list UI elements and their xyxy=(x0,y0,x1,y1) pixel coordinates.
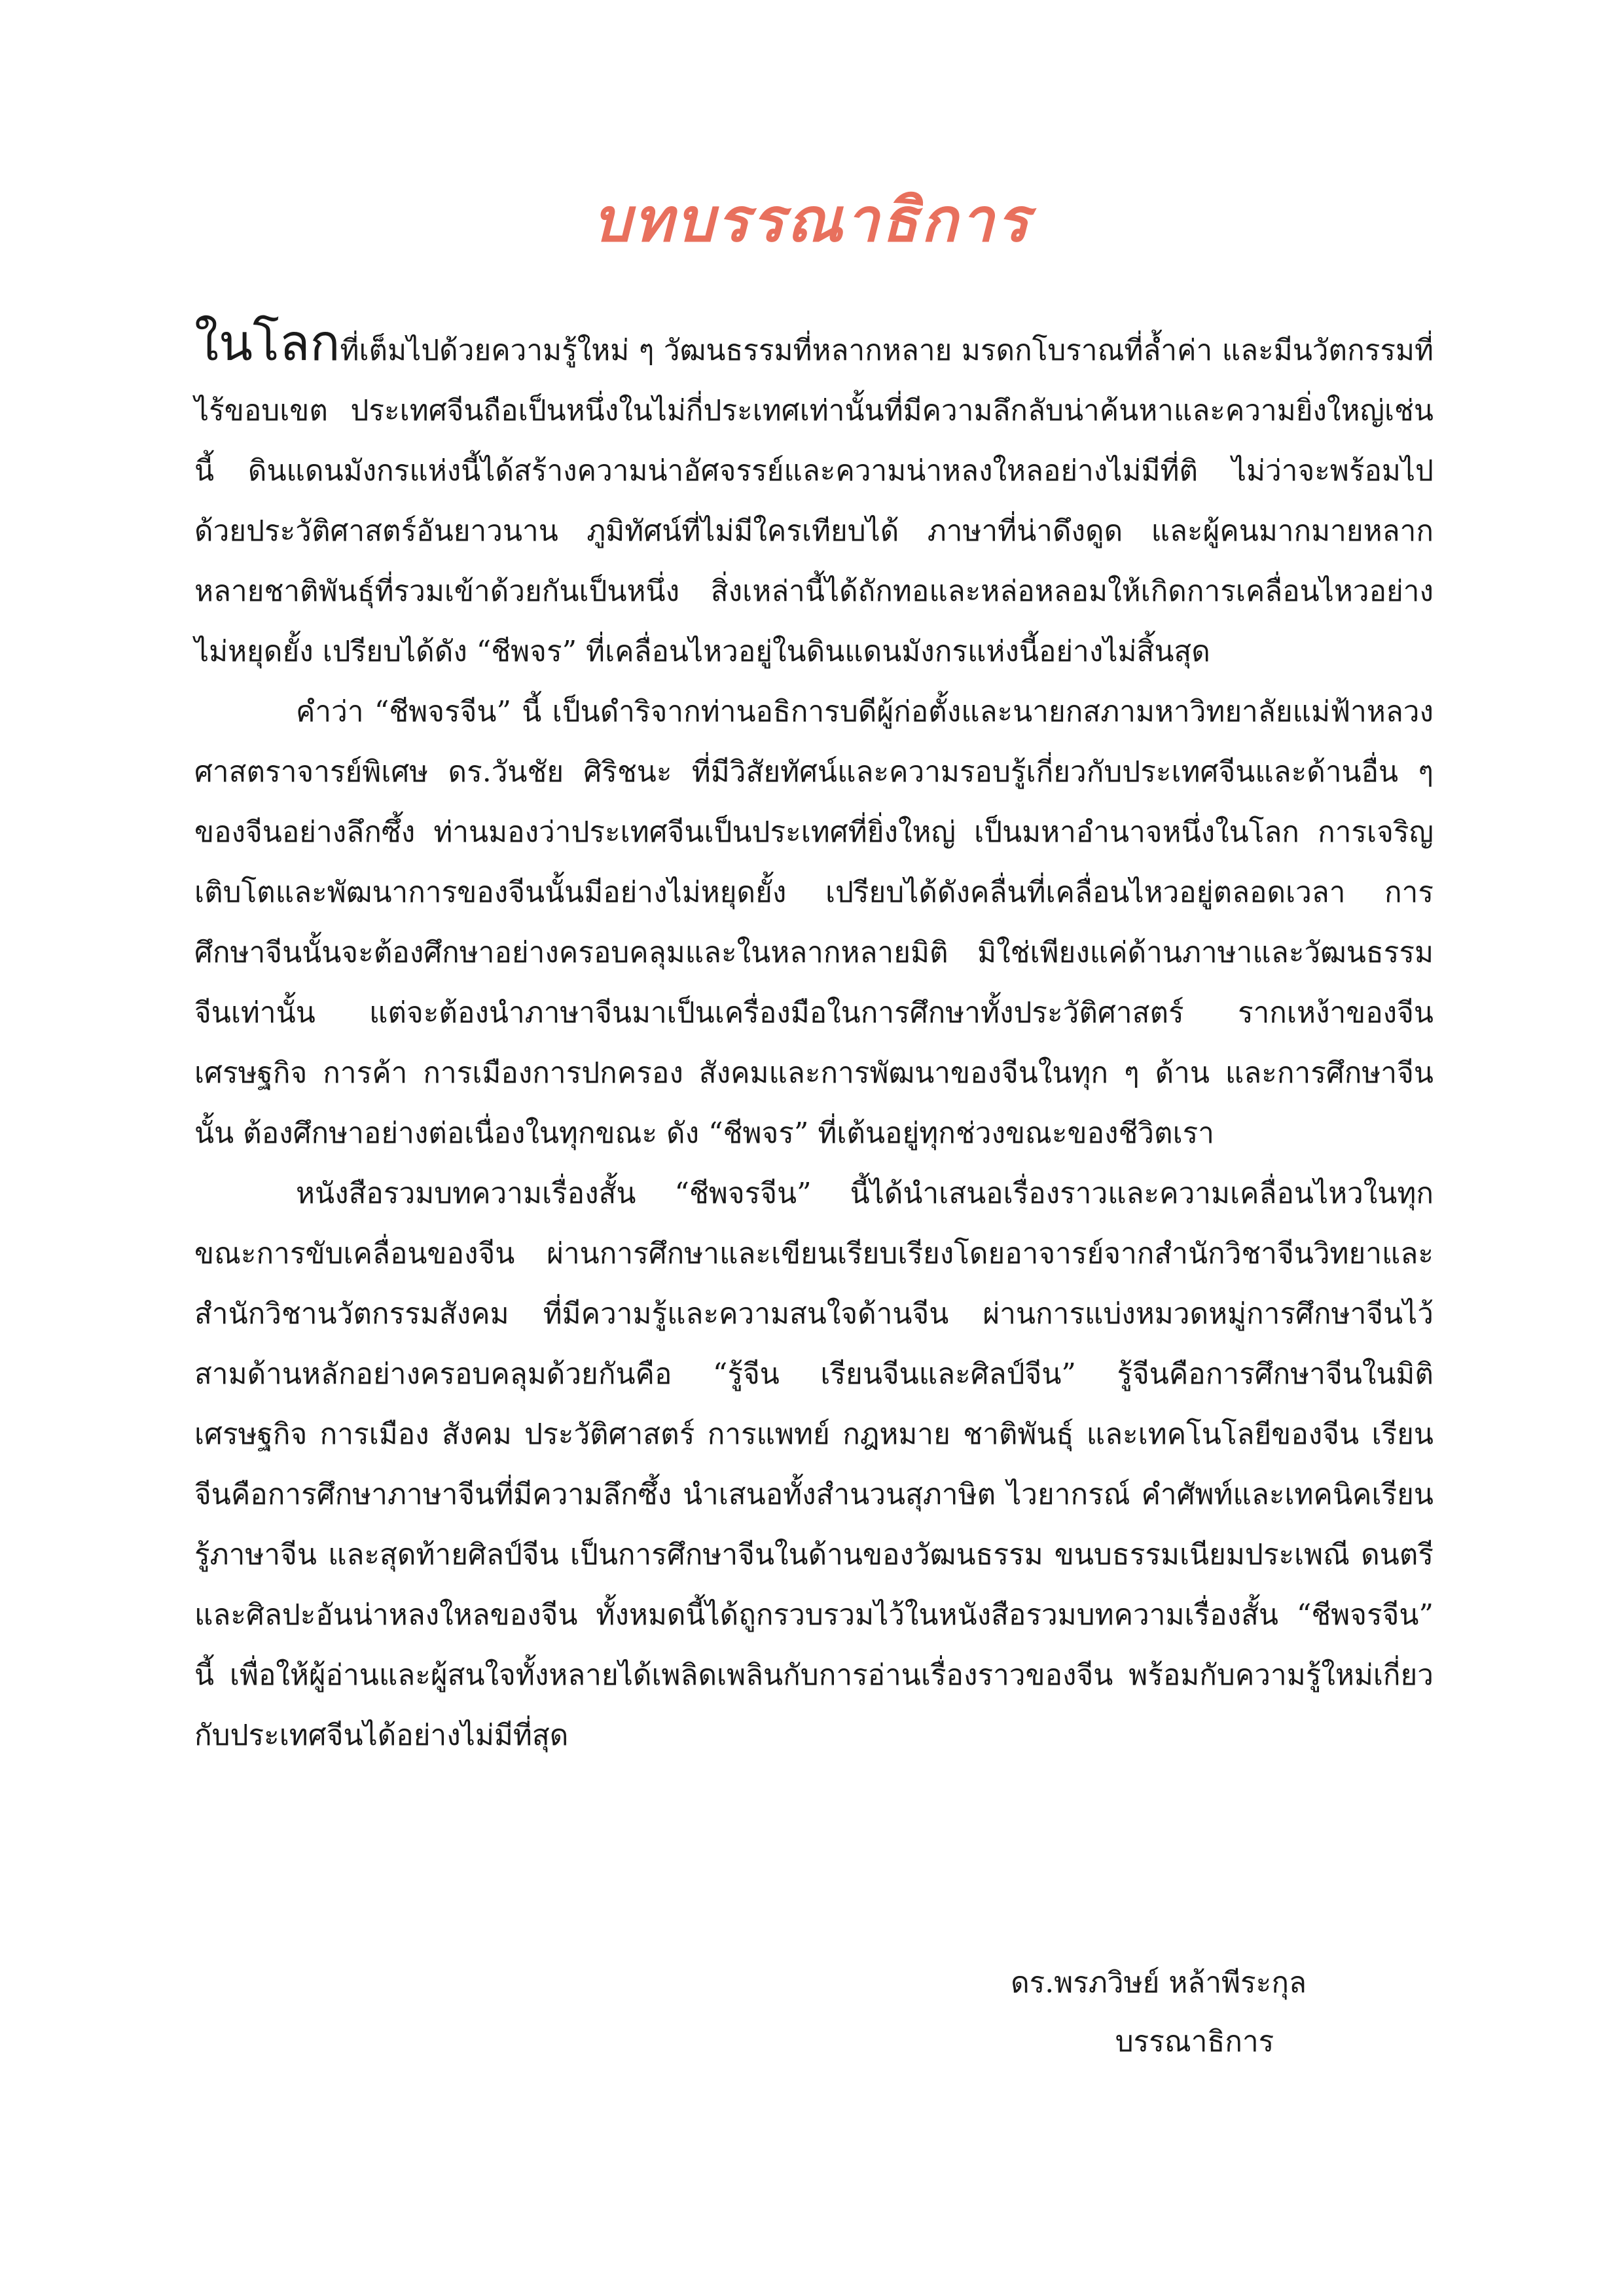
signature-block xyxy=(916,1954,1375,2072)
paragraph-1-text: ที่เต็มไปด้วยความรู้ใหม่ ๆ วัฒนธรรมที่หลากหลาย มรดกโบราณที่ล้ำค่า และมีนวัตกรรมที่ไร้ขอบเขต ประเทศจีนถือเป็นหนึ่งในไม่กี่ประเทศเท่านั้นที่มีความลึกลับน่าค้นหาและความยิ่งใหญ่เช่นนี้ ดินแดนมังกรแห่งนี้ได้สร้างความน่าอัศจรรย์และความน่าหลงใหลอย่างไม่มีที่ติ ไม่ว่าจะพร้อมไปด้วยประวัติศาสตร์อันยาวนาน ภูมิทัศน์ที่ไม่มีใครเทียบได้ ภาษาที่น่าดึงดูด และผู้คนมากมายหลากหลายชาติพันธุ์ที่รวมเข้าด้วยกันเป็นหนึ่ง สิ่งเหล่านี้ได้ถักทอและหล่อหลอมให้เกิดการเคลื่อนไหวอย่างไม่หยุดยั้ง เปรียบได้ดัง “ชีพจร” ที่เคลื่อนไหวอยู่ในดินแดนมังกรแห่งนี้อย่างไม่สิ้นสุด xyxy=(194,334,1434,668)
paragraph-3: หนังสือรวมบทความเรื่องสั้น “ชีพจรจีน” นี้ได้นำเสนอเรื่องราวและความเคลื่อนไหวในทุกขณะการขับเคลื่อนของจีน ผ่านการศึกษาและเขียนเรียบเรียงโดยอาจารย์จากสำนักวิชาจีนวิทยาและสำนักวิชานวัตกรรมสังคม ที่มีความรู้และความสนใจด้านจีน ผ่านการแบ่งหมวดหมู่การศึกษาจีนไว้สามด้านหลักอย่างครอบคลุมด้วยกันคือ “รู้จีน เรียนจีนและศิลป์จีน” รู้จีนคือการศึกษาจีนในมิติเศรษฐกิจ การเมือง สังคม ประวัติศาสตร์ การแพทย์ กฎหมาย ชาติพันธุ์ และเทคโนโลยีของจีน เรียนจีนคือการศึกษาภาษาจีนที่มีความลึกซึ้ง นำเสนอทั้งสำนวนสุภาษิต ไวยากรณ์ คำศัพท์และเทคนิคเรียนรู้ภาษาจีน และสุดท้ายศิลป์จีน เป็นการศึกษาจีนในด้านของวัฒนธรรม ขนบธรรมเนียมประเพณี ดนตรีและศิลปะอันน่าหลงใหลของจีน ทั้งหมดนี้ได้ถูกรวบรวมไว้ในหนังสือรวมบทความเรื่องสั้น “ชีพจรจีน” นี้ เพื่อให้ผู้อ่านและผู้สนใจทั้งหลายได้เพลิดเพลินกับการอ่านเรื่องราวของจีน พร้อมกับความรู้ใหม่เกี่ยว กับประเทศจีนได้อย่างไม่มีที่สุด xyxy=(194,1177,1434,1752)
editorial-body xyxy=(194,314,1434,1766)
paragraph-2: คำว่า “ชีพจรจีน” นี้ เป็นดำริจากท่านอธิการบดีผู้ก่อตั้งและนายกสภามหาวิทยาลัยแม่ฟ้าหลวง ศาสตราจารย์พิเศษ ดร.วันชัย ศิริชนะ ที่มีวิสัยทัศน์และความรอบรู้เกี่ยวกับประเทศจีนและด้านอื่น ๆ ของจีนอย่างลึกซึ้ง ท่านมองว่าประเทศจีนเป็นประเทศที่ยิ่งใหญ่ เป็นมหาอำนาจหนึ่งในโลก การเจริญเติบโตและพัฒนาการของจีนนั้นมีอย่างไม่หยุดยั้ง เปรียบได้ดังคลื่นที่เคลื่อนไหวอยู่ตลอดเวลา การศึกษาจีนนั้นจะต้องศึกษาอย่างครอบคลุมและในหลากหลายมิติ มิใช่เพียงแค่ด้านภาษาและวัฒนธรรมจีนเท่านั้น แต่จะต้องนำภาษาจีนมาเป็นเครื่องมือในการศึกษาทั้งประวัติศาสตร์ รากเหง้าของจีน เศรษฐกิจ การค้า การเมืองการปกครอง สังคมและการพัฒนาของจีนในทุก ๆ ด้าน และการศึกษาจีนนั้น ต้องศึกษาอย่างต่อเนื่องในทุกขณะ ดัง “ชีพจร” ที่เต้นอยู่ทุกช่วงขณะของชีวิตเรา xyxy=(194,695,1434,1150)
lead-word: ในโลก xyxy=(194,314,340,372)
editor-name: ดร.พรภวิษย์ หล้าพีระกุล xyxy=(1011,1966,1307,2000)
paragraph-1 xyxy=(194,314,1434,682)
page-title: บทบรรณาธิการ xyxy=(592,185,1032,255)
editor-role: บรรณาธิการ xyxy=(1115,2025,1274,2058)
